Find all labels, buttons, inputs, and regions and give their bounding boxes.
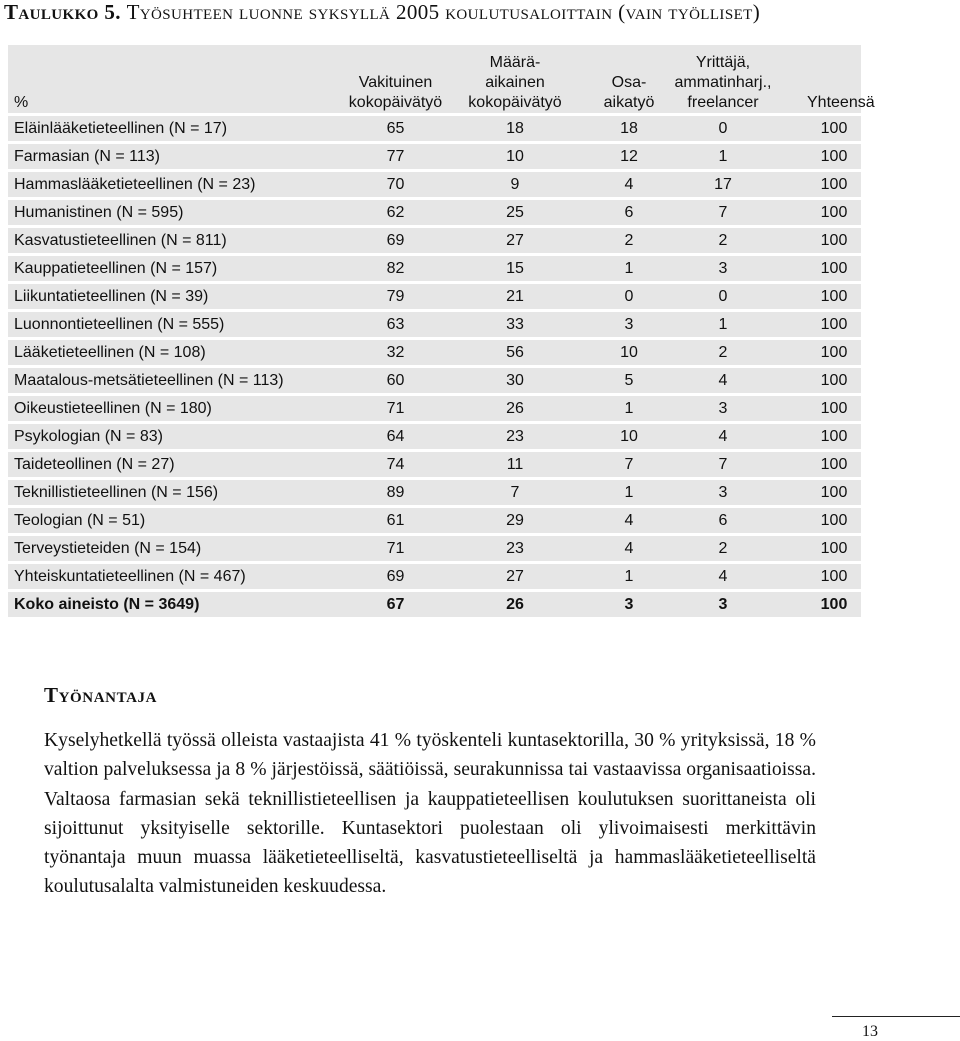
table-cell: 82 xyxy=(320,256,451,281)
table-cell: 3 xyxy=(661,396,779,421)
row-label: Teologian (N = 51) xyxy=(8,508,320,533)
table-cell: 69 xyxy=(320,228,451,253)
table-cell: 62 xyxy=(320,200,451,225)
table-cell: 100 xyxy=(779,424,861,449)
column-header: Määrä- aikainen kokopäivätyö xyxy=(451,45,579,113)
row-label: Luonnontieteellinen (N = 555) xyxy=(8,312,320,337)
row-label: Humanistinen (N = 595) xyxy=(8,200,320,225)
table-title-number: Taulukko 5. xyxy=(4,0,121,24)
table-cell: 1 xyxy=(579,564,661,589)
row-label: Psykologian (N = 83) xyxy=(8,424,320,449)
row-label: Yhteiskuntatieteellinen (N = 467) xyxy=(8,564,320,589)
table-cell: 71 xyxy=(320,536,451,561)
table-row xyxy=(8,508,861,533)
table-cell: 100 xyxy=(779,480,861,505)
table-cell: 7 xyxy=(661,452,779,477)
table-cell: 2 xyxy=(579,228,661,253)
row-label: Eläinlääketieteellinen (N = 17) xyxy=(8,116,320,141)
table-cell: 1 xyxy=(661,312,779,337)
column-header: % xyxy=(8,45,320,113)
table-cell: 0 xyxy=(579,284,661,309)
table-row xyxy=(8,396,861,421)
table-cell: 18 xyxy=(451,116,579,141)
table-row xyxy=(8,116,861,141)
table-total-row xyxy=(8,592,861,617)
table-row xyxy=(8,144,861,169)
table-cell: 10 xyxy=(451,144,579,169)
table-cell: 100 xyxy=(779,172,861,197)
table-row xyxy=(8,228,861,253)
table-cell: 1 xyxy=(579,396,661,421)
table-cell: 4 xyxy=(661,368,779,393)
row-label: Hammaslääketieteellinen (N = 23) xyxy=(8,172,320,197)
table-cell: 1 xyxy=(579,256,661,281)
table-cell: 3 xyxy=(579,592,661,617)
row-label: Teknillistieteellinen (N = 156) xyxy=(8,480,320,505)
table-body xyxy=(8,116,861,617)
row-label: Kasvatustieteellinen (N = 811) xyxy=(8,228,320,253)
page-number: 13 xyxy=(862,1023,878,1040)
table-cell: 6 xyxy=(661,508,779,533)
table-cell: 17 xyxy=(661,172,779,197)
column-header: Yhteensä xyxy=(779,45,861,113)
table-cell: 63 xyxy=(320,312,451,337)
table-cell: 6 xyxy=(579,200,661,225)
table-cell: 100 xyxy=(779,200,861,225)
table-cell: 3 xyxy=(661,256,779,281)
table-cell: 56 xyxy=(451,340,579,365)
table-row xyxy=(8,480,861,505)
table-cell: 0 xyxy=(661,284,779,309)
table-cell: 100 xyxy=(779,228,861,253)
table-cell: 11 xyxy=(451,452,579,477)
table-cell: 3 xyxy=(661,592,779,617)
table-cell: 100 xyxy=(779,116,861,141)
column-header: Yrittäjä, ammatinharj., freelancer xyxy=(661,45,779,113)
table-cell: 10 xyxy=(579,340,661,365)
table-row xyxy=(8,368,861,393)
row-label: Liikuntatieteellinen (N = 39) xyxy=(8,284,320,309)
table-cell: 100 xyxy=(779,340,861,365)
table-row xyxy=(8,340,861,365)
table-cell: 32 xyxy=(320,340,451,365)
table-cell: 30 xyxy=(451,368,579,393)
table-cell: 100 xyxy=(779,312,861,337)
table-row xyxy=(8,564,861,589)
table-cell: 100 xyxy=(779,284,861,309)
table-row xyxy=(8,200,861,225)
table-cell: 100 xyxy=(779,144,861,169)
table-cell: 27 xyxy=(451,564,579,589)
table-cell: 2 xyxy=(661,228,779,253)
employment-type-table xyxy=(8,42,875,620)
table-row xyxy=(8,284,861,309)
table-cell: 100 xyxy=(779,256,861,281)
table-cell: 0 xyxy=(661,116,779,141)
table-cell: 33 xyxy=(451,312,579,337)
table-title xyxy=(4,0,760,25)
table-cell: 65 xyxy=(320,116,451,141)
table-cell: 9 xyxy=(451,172,579,197)
table-title-text: Työsuhteen luonne syksyllä 2005 koulutusaloittain (vain työlliset) xyxy=(126,0,761,24)
table-cell: 18 xyxy=(579,116,661,141)
body-paragraph: Kyselyhetkellä työssä olleista vastaajista 41 % työskenteli kuntasektorilla, 30 % yrityksissä, 18 % valtion palveluksessa ja 8 % järjestöissä, säätiöissä, seurakunnissa tai vastaavissa organisaatioissa. Valtaosa farmasian sekä teknillistieteellisen ja kauppatieteellisen koulutuksen suorittaneista oli sijoittunut yksityiselle sektorille. Kuntasektori puolestaan oli ylivoimaisesti merkittävin työnantaja muun muassa lääketieteelliseltä, kasvatustieteelliseltä ja hammaslääketieteelliseltä koulutusalalta valmistuneiden keskuudessa. xyxy=(44,730,816,898)
table-cell: 4 xyxy=(661,424,779,449)
table-row xyxy=(8,424,861,449)
table-cell: 79 xyxy=(320,284,451,309)
table-cell: 2 xyxy=(661,340,779,365)
table-cell: 100 xyxy=(779,508,861,533)
table-cell: 3 xyxy=(579,312,661,337)
page-rule xyxy=(832,1016,960,1017)
table-cell: 61 xyxy=(320,508,451,533)
table-cell: 23 xyxy=(451,424,579,449)
row-label: Koko aineisto (N = 3649) xyxy=(8,592,320,617)
table-cell: 67 xyxy=(320,592,451,617)
table-cell: 1 xyxy=(661,144,779,169)
table-cell: 100 xyxy=(779,368,861,393)
table-cell: 60 xyxy=(320,368,451,393)
table-cell: 100 xyxy=(779,396,861,421)
row-label: Lääketieteellinen (N = 108) xyxy=(8,340,320,365)
table-cell: 12 xyxy=(579,144,661,169)
row-label: Farmasian (N = 113) xyxy=(8,144,320,169)
table-cell: 71 xyxy=(320,396,451,421)
table-cell: 25 xyxy=(451,200,579,225)
table-row xyxy=(8,256,861,281)
table-cell: 7 xyxy=(451,480,579,505)
column-header: Vakituinen kokopäivätyö xyxy=(320,45,451,113)
table-cell: 100 xyxy=(779,536,861,561)
table-cell: 7 xyxy=(661,200,779,225)
table-cell: 100 xyxy=(779,564,861,589)
row-label: Kauppatieteellinen (N = 157) xyxy=(8,256,320,281)
table-header-row xyxy=(8,45,861,113)
table-cell: 27 xyxy=(451,228,579,253)
row-label: Oikeustieteellinen (N = 180) xyxy=(8,396,320,421)
table-cell: 1 xyxy=(579,480,661,505)
table-cell: 5 xyxy=(579,368,661,393)
table-cell: 23 xyxy=(451,536,579,561)
table-row xyxy=(8,172,861,197)
table-row xyxy=(8,452,861,477)
table-cell: 2 xyxy=(661,536,779,561)
table-cell: 74 xyxy=(320,452,451,477)
table-cell: 4 xyxy=(661,564,779,589)
table-cell: 100 xyxy=(779,452,861,477)
table-cell: 10 xyxy=(579,424,661,449)
column-header: Osa- aikatyö xyxy=(579,45,661,113)
table-cell: 7 xyxy=(579,452,661,477)
table-cell: 26 xyxy=(451,396,579,421)
table-cell: 70 xyxy=(320,172,451,197)
table-cell: 77 xyxy=(320,144,451,169)
table-cell: 100 xyxy=(779,592,861,617)
table-row xyxy=(8,536,861,561)
table-cell: 15 xyxy=(451,256,579,281)
table-cell: 89 xyxy=(320,480,451,505)
table-cell: 69 xyxy=(320,564,451,589)
table-row xyxy=(8,312,861,337)
section-heading: Työnantaja xyxy=(44,683,158,707)
table-cell: 21 xyxy=(451,284,579,309)
table-cell: 4 xyxy=(579,172,661,197)
row-label: Terveystieteiden (N = 154) xyxy=(8,536,320,561)
table-cell: 64 xyxy=(320,424,451,449)
table-cell: 26 xyxy=(451,592,579,617)
table-cell: 4 xyxy=(579,508,661,533)
table-cell: 3 xyxy=(661,480,779,505)
row-label: Taideteollinen (N = 27) xyxy=(8,452,320,477)
table-cell: 4 xyxy=(579,536,661,561)
row-label: Maatalous-metsätieteellinen (N = 113) xyxy=(8,368,320,393)
table-cell: 29 xyxy=(451,508,579,533)
